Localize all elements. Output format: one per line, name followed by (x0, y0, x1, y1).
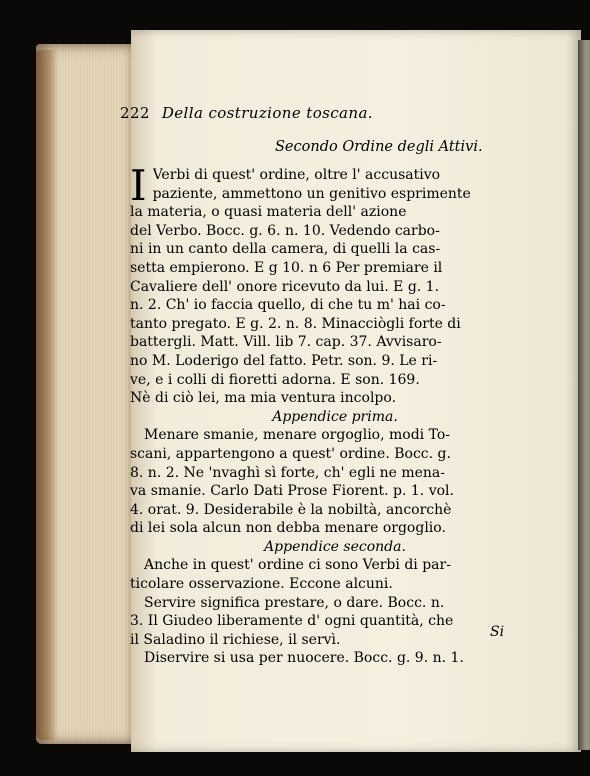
facing-page-edge (578, 40, 590, 750)
page-number: 222 (120, 104, 150, 122)
text-line: Nè di ciò lei, ma mia ventura incolpo. (130, 390, 397, 407)
text-line: Diservire si usa per nuocere. Bocc. g. 9. n. 1. (144, 650, 464, 667)
catchword: Si (490, 624, 505, 640)
text-line: ni in un canto della camera, di quelli la cas- (130, 241, 441, 258)
book-spine-shadow (36, 50, 58, 740)
running-title: Della costruzione toscana. (161, 104, 373, 122)
appendix-heading: Appendice seconda. (264, 538, 406, 555)
drop-cap: I (130, 161, 147, 210)
text-line: battergli. Matt. Vill. lib 7. cap. 37. Avvisaro- (130, 334, 442, 351)
text-line: tanto pregato. E g. 2. n. 8. Minacciògli forte di (130, 315, 461, 332)
text-line: scani, appartengono a quest' ordine. Bocc. g. (130, 445, 451, 462)
text-line: il Saladino il richiese, il servì. (130, 631, 341, 648)
text-line: ticolare osservazione. Eccone alcuni. (130, 576, 393, 593)
text-line: Verbi di quest' ordine, oltre l' accusativo (152, 167, 441, 183)
text-line: la materia, o quasi materia dell' azione (130, 204, 407, 221)
text-line: 8. n. 2. Ne 'nvaghì sì forte, ch' egli ne mena- (130, 464, 445, 481)
running-head (120, 104, 373, 122)
appendix-heading: Appendice prima. (272, 408, 398, 425)
text-line: Servire significa prestare, o dare. Bocc. n. (144, 594, 445, 611)
page-body (130, 161, 540, 668)
text-line: del Verbo. Bocc. g. 6. n. 10. Vedendo carbo- (130, 222, 440, 239)
text-line: Anche in quest' ordine ci sono Verbi di par- (144, 557, 451, 574)
text-line: paziente, ammettono un genitivo esprimente (152, 185, 471, 202)
text-line: Menare smanie, menare orgoglio, modi To- (144, 427, 451, 444)
section-title: Secondo Ordine degli Attivi. (275, 139, 483, 155)
text-line: ve, e i colli di fioretti adorna. E son. 169. (130, 371, 420, 388)
text-line: 3. Il Giudeo liberamente d' ogni quantità, che (130, 613, 454, 630)
text-line: va smanie. Carlo Dati Prose Fiorent. p. 1. vol. (130, 483, 454, 500)
text-line: no M. Loderigo del fatto. Petr. son. 9. Le ri- (130, 352, 438, 369)
text-line: n. 2. Ch' io faccia quello, di che tu m' hai co- (130, 297, 446, 314)
text-line: Cavaliere dell' onore ricevuto da lui. E g. 1. (130, 278, 440, 295)
text-line: 4. orat. 9. Desiderabile è la nobiltà, ancorchè (130, 501, 452, 518)
text-line: di lei sola alcun non debba menare orgoglio. (130, 520, 446, 537)
text-line: setta empierono. E g 10. n 6 Per premiare il (130, 259, 443, 276)
